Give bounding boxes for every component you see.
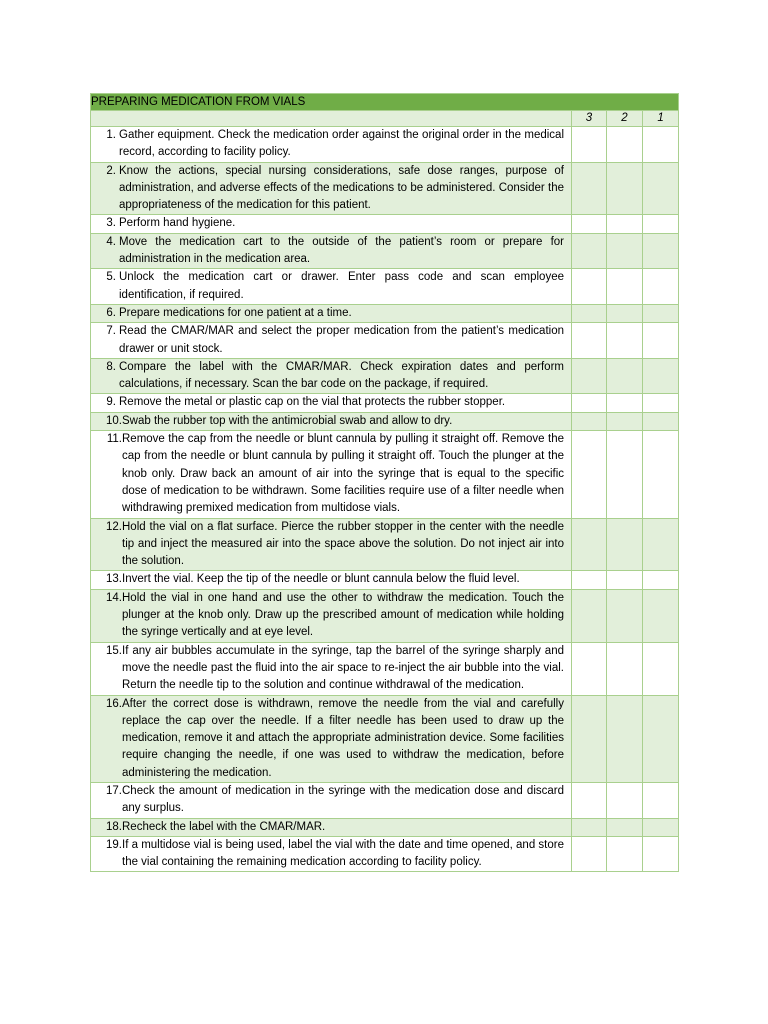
score-cell-3[interactable] bbox=[572, 589, 607, 642]
score-cell-1[interactable] bbox=[643, 836, 679, 872]
score-cell-1[interactable] bbox=[643, 782, 679, 818]
score-cell-1[interactable] bbox=[643, 412, 679, 430]
score-cell-1[interactable] bbox=[643, 127, 679, 163]
score-cell-3[interactable] bbox=[572, 127, 607, 163]
step-text: Know the actions, special nursing considerations, safe dose ranges, purpose of administration, and adverse effects of the medications to be administered. Consider the appropriateness of the medication for this patient. bbox=[119, 164, 564, 212]
step-row bbox=[91, 782, 679, 818]
step-text: Invert the vial. Keep the tip of the needle or blunt cannula below the fluid level. bbox=[122, 573, 520, 586]
step-row bbox=[91, 642, 679, 695]
step-row bbox=[91, 394, 679, 412]
step-number: 16. bbox=[106, 697, 122, 710]
step-cell bbox=[91, 358, 572, 394]
score-cell-1[interactable] bbox=[643, 215, 679, 233]
step-text: Prepare medications for one patient at a time. bbox=[119, 306, 352, 319]
score-cell-3[interactable] bbox=[572, 394, 607, 412]
score-cell-2[interactable] bbox=[607, 695, 643, 782]
step-cell bbox=[91, 836, 572, 872]
step-cell bbox=[91, 642, 572, 695]
step-cell bbox=[91, 589, 572, 642]
score-cell-2[interactable] bbox=[607, 323, 643, 359]
step-text: If any air bubbles accumulate in the syringe, tap the barrel of the syringe sharply and move the needle past the fluid into the air space to re-inject the air bubble into the vial. Return the needle tip to the solution and continue withdrawal of the medication. bbox=[122, 644, 564, 692]
step-number: 10. bbox=[106, 414, 122, 427]
step-row bbox=[91, 571, 679, 589]
step-cell bbox=[91, 269, 572, 305]
step-row bbox=[91, 323, 679, 359]
step-text: Gather equipment. Check the medication order against the original order in the medical record, according to facility policy. bbox=[119, 129, 564, 159]
score-cell-3[interactable] bbox=[572, 412, 607, 430]
step-row bbox=[91, 589, 679, 642]
step-cell bbox=[91, 518, 572, 571]
score-cell-2[interactable] bbox=[607, 431, 643, 518]
step-text: Read the CMAR/MAR and select the proper medication from the patient’s medication drawer or unit stock. bbox=[119, 325, 564, 355]
score-cell-2[interactable] bbox=[607, 782, 643, 818]
step-number: 17. bbox=[106, 784, 122, 797]
score-cell-1[interactable] bbox=[643, 589, 679, 642]
step-number: 12. bbox=[106, 520, 122, 533]
score-cell-2[interactable] bbox=[607, 215, 643, 233]
step-number: 3. bbox=[106, 217, 116, 230]
score-cell-1[interactable] bbox=[643, 571, 679, 589]
step-row bbox=[91, 695, 679, 782]
step-row bbox=[91, 412, 679, 430]
step-row bbox=[91, 431, 679, 518]
score-cell-3[interactable] bbox=[572, 518, 607, 571]
score-cell-3[interactable] bbox=[572, 323, 607, 359]
score-cell-1[interactable] bbox=[643, 431, 679, 518]
step-row bbox=[91, 518, 679, 571]
header-blank-cell bbox=[91, 111, 572, 127]
step-text: Swab the rubber top with the antimicrobial swab and allow to dry. bbox=[122, 414, 453, 427]
step-cell bbox=[91, 695, 572, 782]
score-cell-1[interactable] bbox=[643, 323, 679, 359]
checklist-body bbox=[91, 94, 679, 872]
score-cell-2[interactable] bbox=[607, 836, 643, 872]
step-row bbox=[91, 233, 679, 269]
step-cell bbox=[91, 127, 572, 163]
score-cell-3[interactable] bbox=[572, 782, 607, 818]
score-cell-2[interactable] bbox=[607, 269, 643, 305]
step-cell bbox=[91, 782, 572, 818]
step-text: Remove the cap from the needle or blunt cannula by pulling it straight off. Remove the cap from the needle or blunt cannula by pulling it straight off. Touch the plunger at the knob only. Draw back an amount of air into the syringe that is equal to the specific dose of medication to be withdrawn. Some facilities require use of a filter needle when withdrawing premixed medication from multidose vials. bbox=[122, 433, 564, 515]
step-row bbox=[91, 162, 679, 215]
step-text: After the correct dose is withdrawn, remove the needle from the vial and carefully replace the cap over the needle. If a filter needle has been used to draw up the medication, remove it and attach the appropriate administration device. Some facilities require changing the needle, if one was used to withdraw the medication, before administering the medication. bbox=[122, 697, 564, 779]
step-cell bbox=[91, 215, 572, 233]
score-cell-3[interactable] bbox=[572, 818, 607, 836]
step-number: 19. bbox=[106, 838, 122, 851]
score-cell-1[interactable] bbox=[643, 695, 679, 782]
score-cell-3[interactable] bbox=[572, 695, 607, 782]
step-row bbox=[91, 215, 679, 233]
score-cell-3[interactable] bbox=[572, 269, 607, 305]
step-cell bbox=[91, 394, 572, 412]
step-text: Hold the vial on a flat surface. Pierce the rubber stopper in the center with the needle tip and inject the measured air into the space above the solution. Do not inject air into the solution. bbox=[122, 520, 564, 568]
step-number: 13. bbox=[106, 573, 122, 586]
score-header-1: 1 bbox=[643, 111, 679, 127]
step-cell bbox=[91, 233, 572, 269]
step-cell bbox=[91, 571, 572, 589]
score-cell-2[interactable] bbox=[607, 412, 643, 430]
score-cell-2[interactable] bbox=[607, 818, 643, 836]
step-number: 9. bbox=[106, 396, 116, 409]
checklist-table bbox=[90, 93, 679, 872]
step-number: 18. bbox=[106, 820, 122, 833]
step-number: 8. bbox=[106, 360, 116, 373]
score-cell-1[interactable] bbox=[643, 818, 679, 836]
score-cell-3[interactable] bbox=[572, 836, 607, 872]
score-cell-1[interactable] bbox=[643, 642, 679, 695]
score-cell-1[interactable] bbox=[643, 269, 679, 305]
step-cell bbox=[91, 431, 572, 518]
step-number: 14. bbox=[106, 591, 122, 604]
score-cell-1[interactable] bbox=[643, 394, 679, 412]
score-header-3: 3 bbox=[572, 111, 607, 127]
score-cell-2[interactable] bbox=[607, 394, 643, 412]
score-cell-2[interactable] bbox=[607, 358, 643, 394]
score-cell-1[interactable] bbox=[643, 358, 679, 394]
step-text: Move the medication cart to the outside of the patient’s room or prepare for administration in the medication area. bbox=[119, 235, 564, 266]
step-text: If a multidose vial is being used, label the vial with the date and time opened, and store the vial containing the remaining medication according to facility policy. bbox=[122, 838, 564, 869]
score-cell-2[interactable] bbox=[607, 589, 643, 642]
score-cell-1[interactable] bbox=[643, 518, 679, 571]
step-number: 11. bbox=[106, 433, 122, 446]
score-cell-3[interactable] bbox=[572, 642, 607, 695]
step-number: 4. bbox=[106, 235, 116, 248]
step-row bbox=[91, 304, 679, 322]
score-cell-2[interactable] bbox=[607, 304, 643, 322]
step-row bbox=[91, 358, 679, 394]
step-cell bbox=[91, 162, 572, 215]
step-text: Hold the vial in one hand and use the other to withdraw the medication. Touch the plunger at the knob only. Draw up the prescribed amount of medication while holding the syringe vertically and at eye level. bbox=[122, 591, 564, 639]
step-text: Remove the metal or plastic cap on the vial that protects the rubber stopper. bbox=[119, 396, 506, 409]
step-cell bbox=[91, 304, 572, 322]
step-cell bbox=[91, 412, 572, 430]
score-cell-2[interactable] bbox=[607, 233, 643, 269]
title-row bbox=[91, 94, 679, 111]
score-cell-1[interactable] bbox=[643, 233, 679, 269]
score-cell-1[interactable] bbox=[643, 162, 679, 215]
step-row bbox=[91, 836, 679, 872]
score-cell-2[interactable] bbox=[607, 127, 643, 163]
step-text: Compare the label with the CMAR/MAR. Check expiration dates and perform calculations, if necessary. Scan the bar code on the package, if required. bbox=[119, 360, 564, 391]
step-cell bbox=[91, 818, 572, 836]
score-header-row bbox=[91, 111, 679, 127]
step-number: 2. bbox=[106, 164, 116, 177]
score-cell-3[interactable] bbox=[572, 162, 607, 215]
score-cell-3[interactable] bbox=[572, 358, 607, 394]
checklist-title: PREPARING MEDICATION FROM VIALS bbox=[91, 94, 679, 111]
score-cell-3[interactable] bbox=[572, 431, 607, 518]
step-text: Check the amount of medication in the syringe with the medication dose and discard any surplus. bbox=[122, 784, 564, 815]
score-cell-3[interactable] bbox=[572, 215, 607, 233]
step-text: Perform hand hygiene. bbox=[119, 217, 236, 230]
step-row bbox=[91, 269, 679, 305]
step-cell bbox=[91, 323, 572, 359]
score-cell-3[interactable] bbox=[572, 304, 607, 322]
score-cell-3[interactable] bbox=[572, 233, 607, 269]
step-number: 15. bbox=[106, 644, 122, 657]
step-text: Unlock the medication cart or drawer. Enter pass code and scan employee identification, if required. bbox=[119, 271, 564, 301]
step-text: Recheck the label with the CMAR/MAR. bbox=[122, 820, 326, 833]
step-row bbox=[91, 127, 679, 163]
step-number: 1. bbox=[106, 129, 116, 141]
step-number: 6. bbox=[106, 306, 116, 319]
score-cell-2[interactable] bbox=[607, 162, 643, 215]
step-number: 7. bbox=[106, 325, 116, 338]
score-cell-2[interactable] bbox=[607, 518, 643, 571]
step-row bbox=[91, 818, 679, 836]
score-cell-1[interactable] bbox=[643, 304, 679, 322]
score-cell-2[interactable] bbox=[607, 571, 643, 589]
score-cell-3[interactable] bbox=[572, 571, 607, 589]
score-header-2: 2 bbox=[607, 111, 643, 127]
score-cell-2[interactable] bbox=[607, 642, 643, 695]
step-number: 5. bbox=[106, 271, 116, 284]
